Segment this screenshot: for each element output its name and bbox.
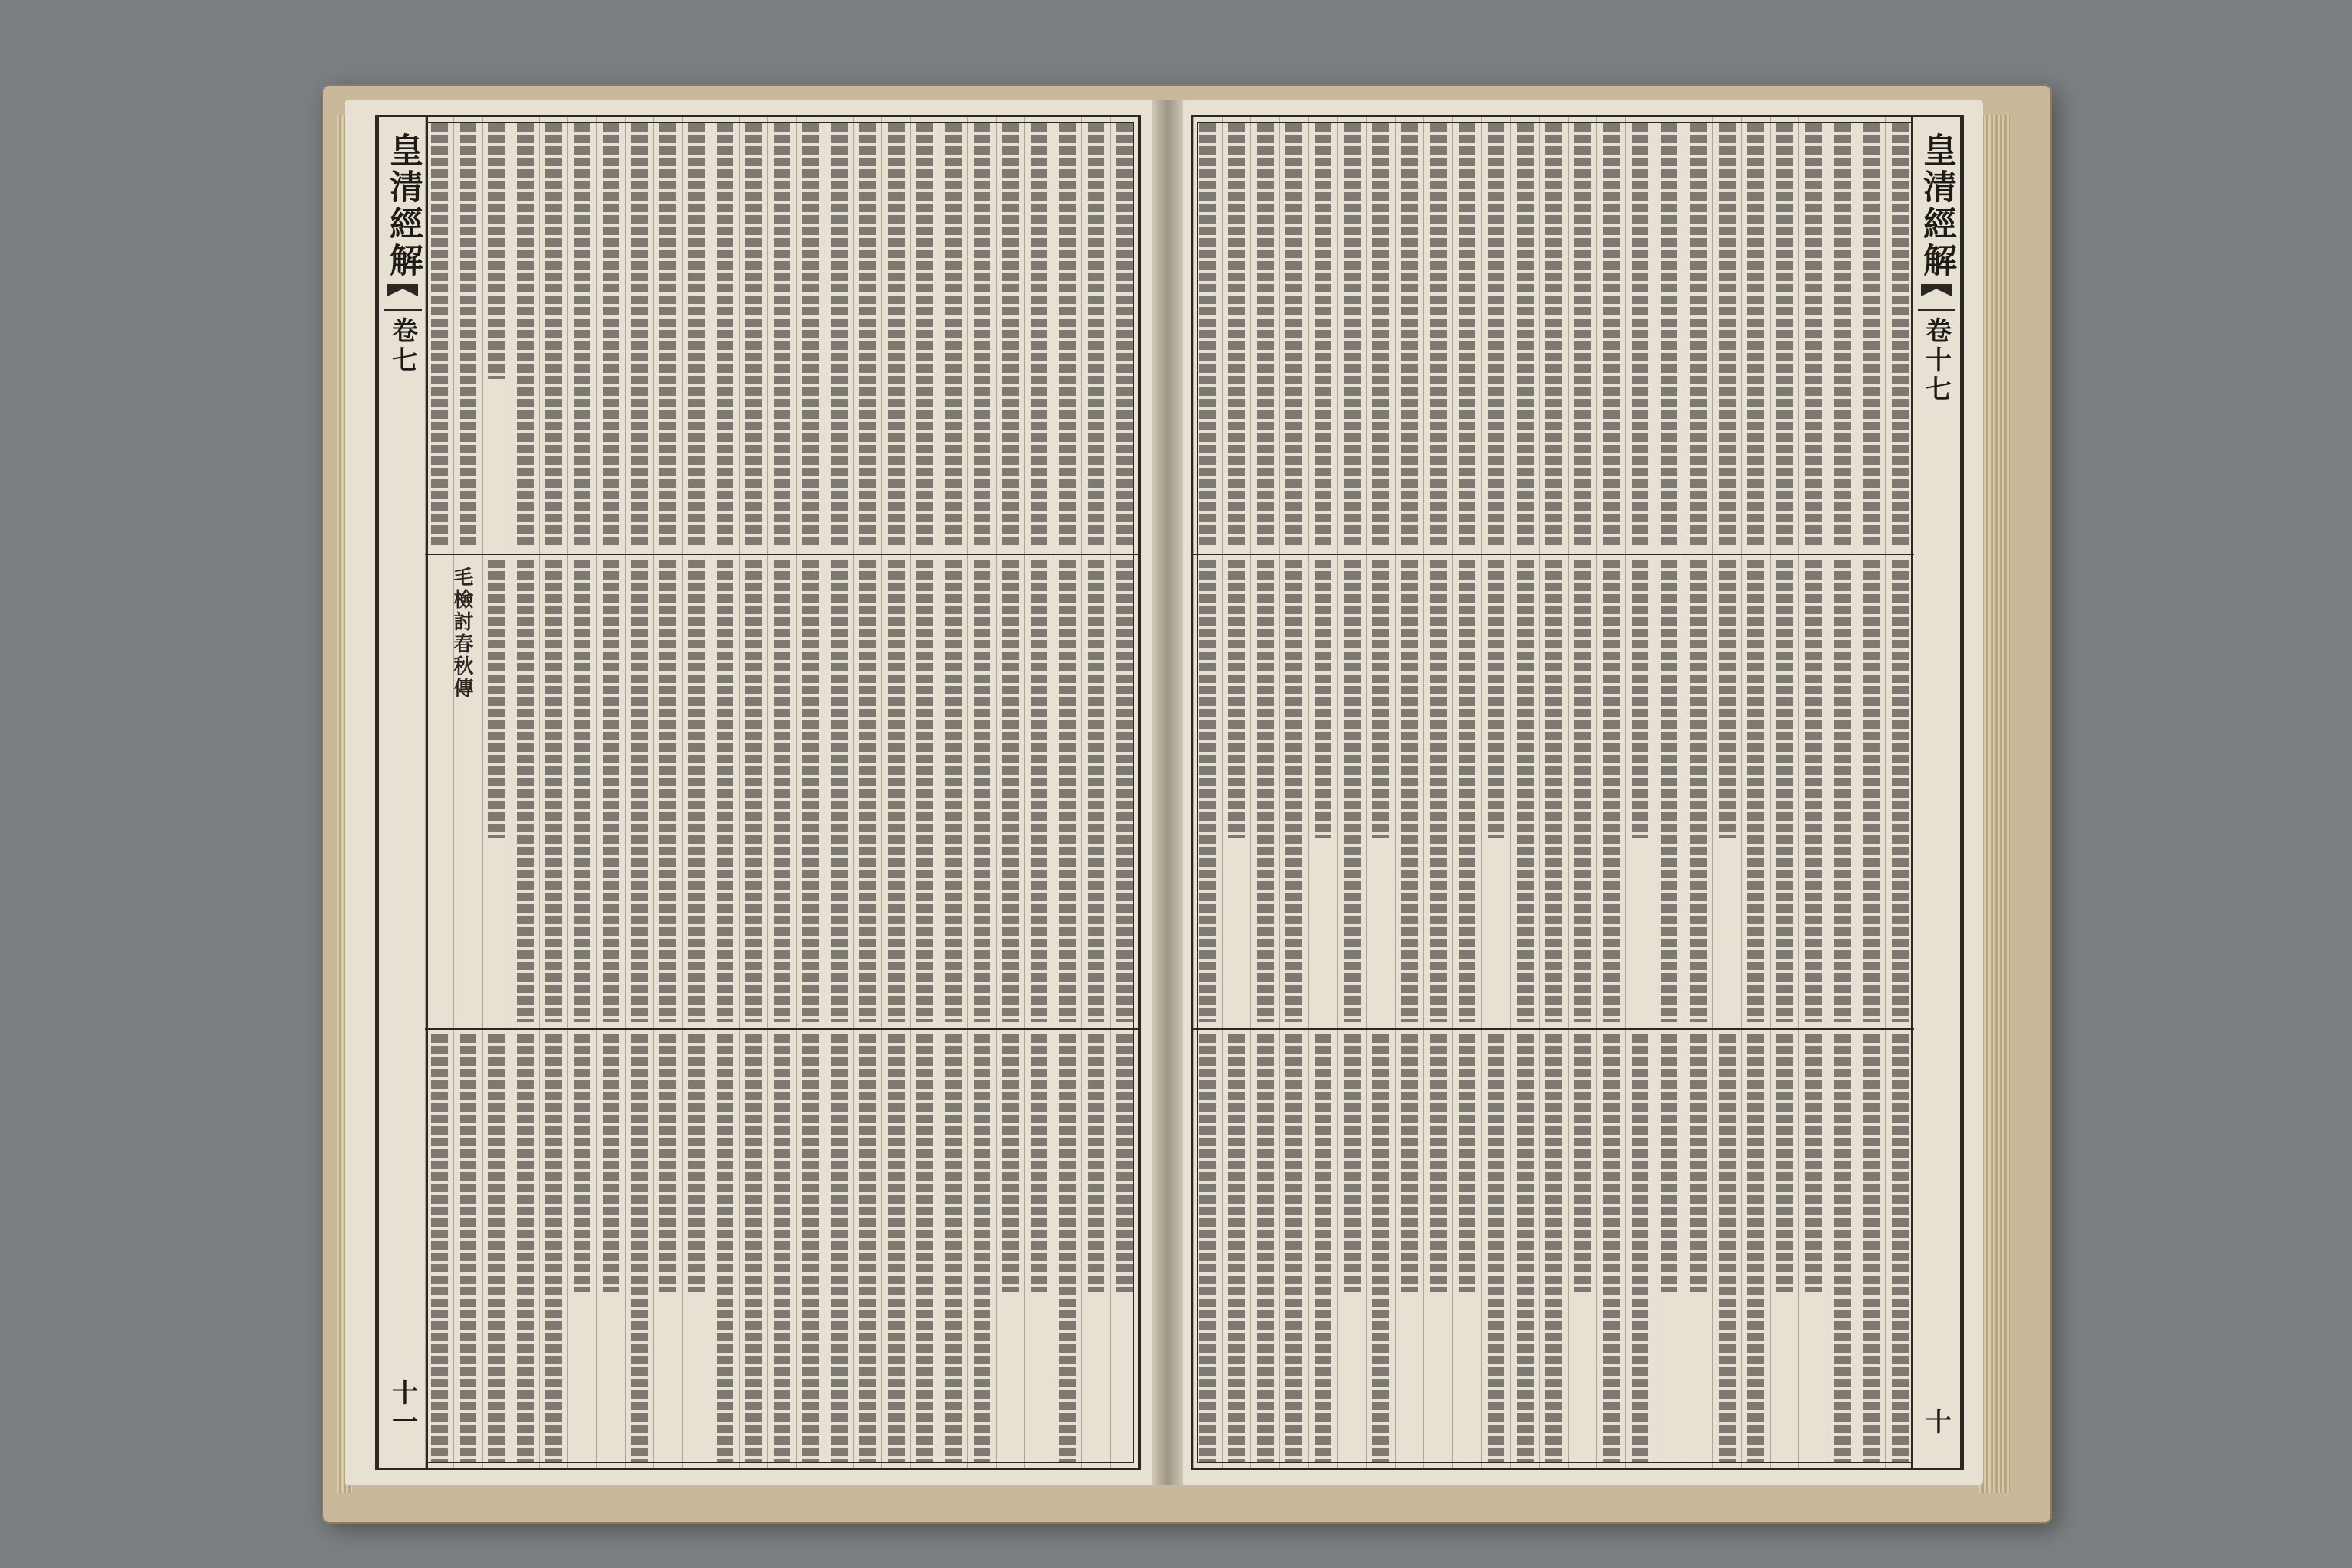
text-column (1828, 117, 1857, 554)
text-column (881, 554, 910, 1028)
text-column (482, 117, 511, 554)
text-column (1279, 554, 1308, 1028)
text-column (1452, 554, 1481, 1028)
text-column (1741, 554, 1770, 1028)
text-column (1712, 117, 1741, 554)
right-spine-title: 皇清經解 (1917, 132, 1956, 279)
left-page-spine (377, 117, 428, 1468)
text-column (596, 554, 625, 1028)
text-column (767, 554, 795, 1028)
text-column (1250, 117, 1279, 554)
text-column (1308, 117, 1338, 554)
fishtail-mark (387, 284, 418, 296)
text-column (881, 1028, 910, 1468)
text-columns (1193, 117, 1914, 554)
text-column (710, 117, 739, 554)
text-column (710, 554, 739, 1028)
text-column (1337, 1028, 1366, 1468)
text-column (967, 117, 995, 554)
text-column (1655, 554, 1684, 1028)
page-edges-right (1979, 115, 2010, 1493)
book-gutter (1152, 100, 1183, 1485)
text-column (1510, 1028, 1539, 1468)
text-columns (1193, 1028, 1914, 1468)
text-column (1053, 1028, 1081, 1468)
text-column (1684, 554, 1713, 1028)
text-column (1568, 117, 1597, 554)
text-columns (1193, 554, 1914, 1028)
text-column (453, 117, 482, 554)
text-column (1712, 554, 1741, 1028)
left-band-top (425, 117, 1138, 555)
text-column (1510, 117, 1539, 554)
text-column (1024, 1028, 1053, 1468)
text-column (1741, 117, 1770, 554)
text-column (825, 117, 853, 554)
text-column (853, 1028, 881, 1468)
text-column (482, 1028, 511, 1468)
text-column (1053, 117, 1081, 554)
text-column (425, 117, 453, 554)
text-column (739, 554, 767, 1028)
left-spine-title: 皇清經解 (384, 132, 423, 279)
text-column (1655, 1028, 1684, 1468)
text-column (739, 117, 767, 554)
text-column (682, 554, 710, 1028)
text-column (1596, 117, 1625, 554)
text-column (825, 554, 853, 1028)
text-column (939, 117, 967, 554)
text-column (1857, 554, 1886, 1028)
text-column (1452, 117, 1481, 554)
text-column (1510, 554, 1539, 1028)
text-column (796, 1028, 825, 1468)
text-column (1250, 554, 1279, 1028)
text-column (710, 1028, 739, 1468)
text-column (767, 117, 795, 554)
text-column (767, 1028, 795, 1468)
text-column (1481, 554, 1511, 1028)
text-column (1053, 554, 1081, 1028)
attribution-note: 毛檢討春秋傳 (450, 567, 473, 700)
text-column (1741, 1028, 1770, 1468)
text-column (996, 117, 1024, 554)
text-column (1885, 554, 1914, 1028)
text-column (1193, 1028, 1222, 1468)
text-column (511, 1028, 539, 1468)
text-column (796, 554, 825, 1028)
text-column (967, 554, 995, 1028)
text-column (1423, 117, 1452, 554)
text-column (567, 554, 596, 1028)
text-column (1423, 554, 1452, 1028)
right-spine-volume: 卷十七 (1918, 309, 1955, 404)
text-column (653, 117, 681, 554)
text-column (1395, 117, 1424, 554)
right-band-bottom (1193, 1028, 1914, 1468)
text-column (1655, 117, 1684, 554)
text-column (1423, 1028, 1452, 1468)
text-column (825, 1028, 853, 1468)
text-column (796, 117, 825, 554)
text-column (596, 117, 625, 554)
text-column (1024, 554, 1053, 1028)
left-spine-volume: 卷七 (384, 309, 422, 375)
text-column (1568, 554, 1597, 1028)
fishtail-mark (1921, 284, 1952, 296)
text-column (453, 1028, 482, 1468)
text-column (1539, 117, 1568, 554)
right-page-frame (1191, 115, 1964, 1470)
text-column (1625, 117, 1655, 554)
text-column (425, 1028, 453, 1468)
left-folio-number: 十一 (387, 1379, 418, 1437)
text-column (596, 1028, 625, 1468)
text-column (539, 554, 567, 1028)
text-column (1110, 554, 1138, 1028)
right-page-spine (1911, 117, 1962, 1468)
text-column (1337, 554, 1366, 1028)
text-column (967, 1028, 995, 1468)
text-column (1366, 554, 1395, 1028)
text-column (1596, 554, 1625, 1028)
right-folio-number: 十 (1920, 1408, 1952, 1437)
text-column (1110, 117, 1138, 554)
text-column (1337, 117, 1366, 554)
text-column (1625, 1028, 1655, 1468)
text-column (539, 117, 567, 554)
text-column (1798, 1028, 1828, 1468)
text-column (682, 1028, 710, 1468)
text-columns (425, 1028, 1138, 1468)
text-column (625, 554, 653, 1028)
text-column (1024, 117, 1053, 554)
text-columns (425, 554, 1138, 1028)
text-column (1712, 1028, 1741, 1468)
text-column (1481, 1028, 1511, 1468)
text-column (1568, 1028, 1597, 1468)
text-column (1798, 117, 1828, 554)
text-column (1539, 554, 1568, 1028)
text-column (1885, 1028, 1914, 1468)
text-column (996, 554, 1024, 1028)
text-column (739, 1028, 767, 1468)
right-band-top (1193, 117, 1914, 555)
text-column (1770, 554, 1799, 1028)
text-column (939, 1028, 967, 1468)
text-column (1081, 117, 1109, 554)
text-column (1366, 117, 1395, 554)
text-column (1452, 1028, 1481, 1468)
text-column (939, 554, 967, 1028)
text-column (1770, 1028, 1799, 1468)
right-band-middle (1193, 554, 1914, 1030)
text-column (1684, 1028, 1713, 1468)
text-column (1828, 1028, 1857, 1468)
text-column (853, 554, 881, 1028)
text-column (1395, 1028, 1424, 1468)
text-column (853, 117, 881, 554)
text-column (567, 1028, 596, 1468)
text-column (1395, 554, 1424, 1028)
left-band-bottom (425, 1028, 1138, 1468)
text-column (1081, 554, 1109, 1028)
text-column (1308, 1028, 1338, 1468)
left-band-middle (425, 554, 1138, 1030)
text-column (910, 554, 939, 1028)
left-page-frame (375, 115, 1141, 1470)
text-column (1481, 117, 1511, 554)
text-column (682, 117, 710, 554)
text-column (910, 117, 939, 554)
text-column (1308, 554, 1338, 1028)
text-column (1081, 1028, 1109, 1468)
text-column (625, 117, 653, 554)
text-column (1222, 554, 1251, 1028)
text-column (1857, 1028, 1886, 1468)
text-column (653, 554, 681, 1028)
text-column (1279, 117, 1308, 554)
text-column (653, 1028, 681, 1468)
text-column (881, 117, 910, 554)
text-column (1857, 117, 1886, 554)
text-column (1366, 1028, 1395, 1468)
text-column (511, 117, 539, 554)
text-column (1885, 117, 1914, 554)
text-column (1596, 1028, 1625, 1468)
text-column (1250, 1028, 1279, 1468)
text-column (1193, 117, 1222, 554)
text-column (511, 554, 539, 1028)
text-column (996, 1028, 1024, 1468)
text-column (1625, 554, 1655, 1028)
text-column (625, 1028, 653, 1468)
text-column (1828, 554, 1857, 1028)
text-column (910, 1028, 939, 1468)
text-column (1539, 1028, 1568, 1468)
text-column (1193, 554, 1222, 1028)
text-column (1684, 117, 1713, 554)
text-column (1279, 1028, 1308, 1468)
text-column (1222, 117, 1251, 554)
text-columns (425, 117, 1138, 554)
text-column (1770, 117, 1799, 554)
text-column (567, 117, 596, 554)
text-column (1110, 1028, 1138, 1468)
text-column (1222, 1028, 1251, 1468)
text-column (482, 554, 511, 1028)
text-column (539, 1028, 567, 1468)
text-column (1798, 554, 1828, 1028)
